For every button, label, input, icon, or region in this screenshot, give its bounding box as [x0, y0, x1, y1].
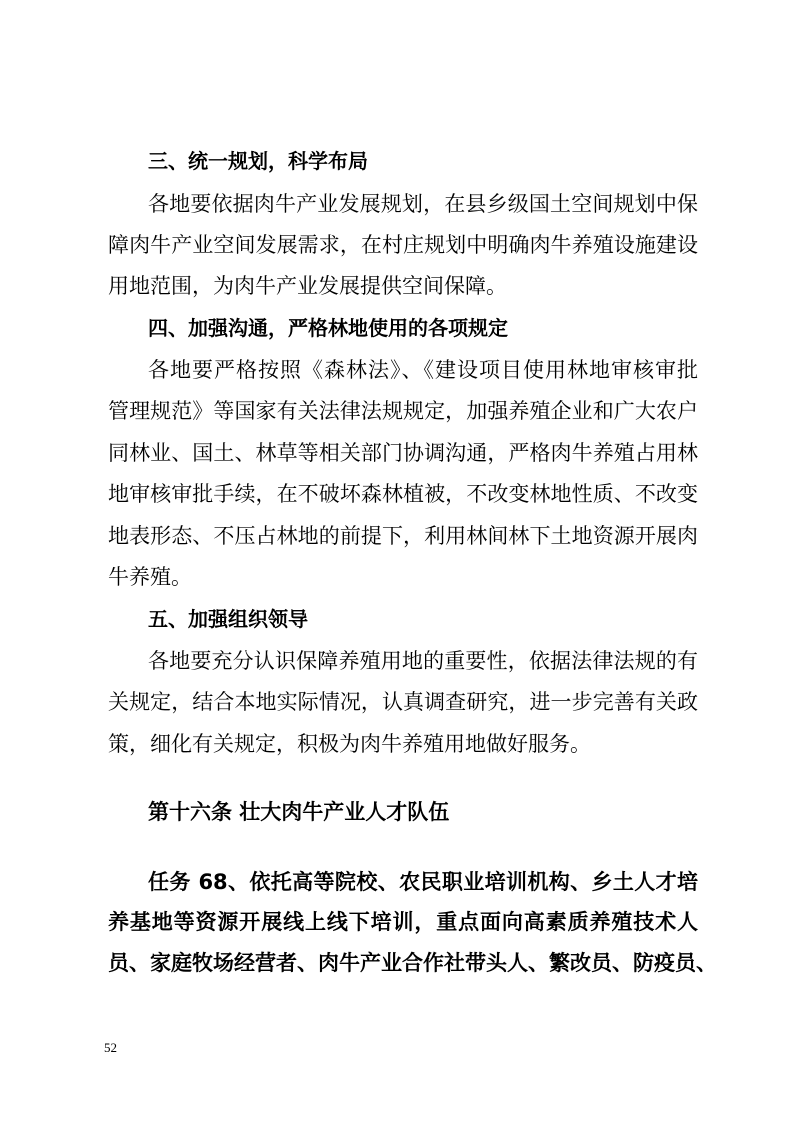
section-4-paragraph-line: 各地要严格按照《森林法》、《建设项目使用林地审核审批 — [148, 358, 698, 382]
section-5-paragraph-line: 各地要充分认识保障养殖用地的重要性，依据法律法规的有 — [148, 649, 698, 673]
task-68-line: 任务 68、依托高等院校、农民职业培训机构、乡土人才培 — [148, 870, 698, 894]
section-4-paragraph-line: 同林业、国土、林草等相关部门协调沟通，严格肉牛养殖占用林 — [108, 441, 698, 465]
section-4-heading: 四、加强沟通，严格林地使用的各项规定 — [148, 316, 508, 340]
section-4-paragraph-line: 牛养殖。 — [108, 565, 192, 589]
section-4-paragraph-line: 管理规范》等国家有关法律法规规定，加强养殖企业和广大农户 — [108, 399, 698, 423]
section-5-paragraph-line: 策，细化有关规定，积极为肉牛养殖用地做好服务。 — [108, 732, 591, 756]
task-68-line: 员、家庭牧场经营者、肉牛产业合作社带头人、繁改员、防疫员、 — [108, 951, 717, 975]
article-16-title: 第十六条 壮大肉牛产业人才队伍 — [148, 800, 450, 824]
section-5-heading: 五、加强组织领导 — [148, 607, 308, 631]
task-68-line: 养基地等资源开展线上线下培训，重点面向高素质养殖技术人 — [108, 910, 698, 934]
section-4-paragraph-line: 地审核审批手续，在不破坏森林植被，不改变林地性质、不改变 — [108, 482, 698, 506]
page-number: 52 — [104, 1040, 117, 1055]
section-3-heading: 三、统一规划，科学布局 — [148, 149, 368, 173]
section-3-paragraph-line: 用地范围，为肉牛产业发展提供空间保障。 — [108, 274, 507, 298]
section-3-paragraph-line: 各地要依据肉牛产业发展规划，在县乡级国土空间规划中保 — [148, 192, 698, 216]
section-5-paragraph-line: 关规定，结合本地实际情况，认真调查研究，进一步完善有关政 — [108, 690, 698, 714]
section-3-paragraph-line: 障肉牛产业空间发展需求，在村庄规划中明确肉牛养殖设施建设 — [108, 233, 698, 257]
section-4-paragraph-line: 地表形态、不压占林地的前提下，利用林间林下土地资源开展肉 — [108, 524, 698, 548]
